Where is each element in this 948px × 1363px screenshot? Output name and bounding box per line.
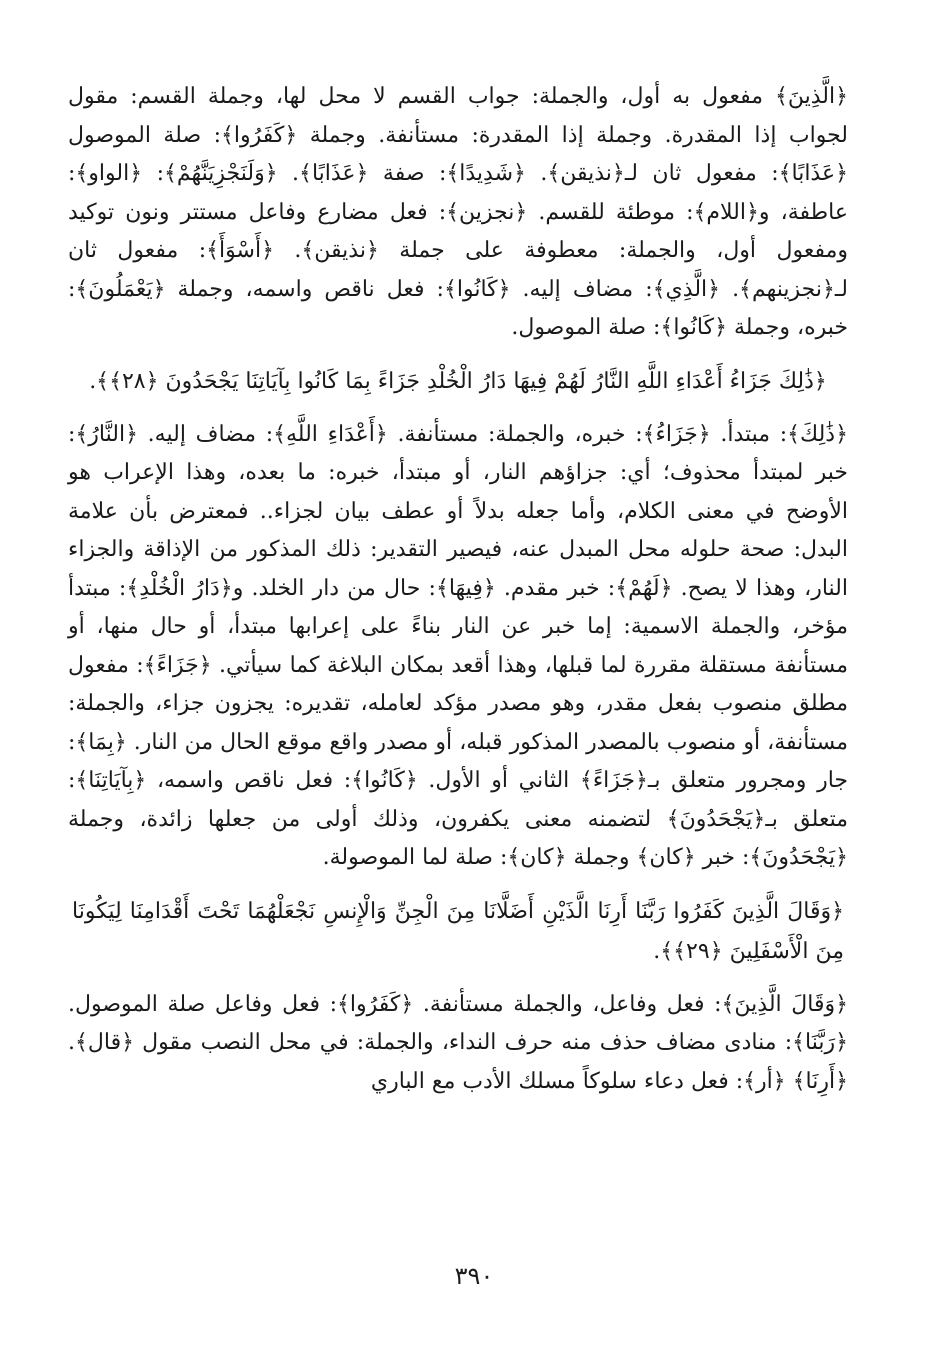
paragraph-1: ﴿الَّذِينَ﴾ مفعول به أول، والجملة: جواب القسم لا محل لها، وجملة القسم: مقول لجواب إذا المقدرة. وجملة إذا المقدرة: مستأنفة. وجملة ﴿كَفَرُوا﴾: صلة الموصول ﴿عَذَابًا﴾: مفعول ثان لـ﴿نذيقن﴾. ﴿شَدِيدًا﴾: صفة ﴿عَذَابًا﴾. ﴿وَلَنَجْزِيَنَّهُمْ﴾: ﴿الواو﴾: عاطفة، و﴿اللام﴾: موطئة للقسم. ﴿نجزين﴾: فعل مضارع وفاعل مستتر ونون توكيد ومفعول أول، والجملة: معطوفة على جملة ﴿نذيقن﴾. ﴿أَسْوَأَ﴾: مفعول ثان لـ﴿نجزينهم﴾. ﴿الَّذِي﴾: مضاف إليه. ﴿كَانُوا﴾: فعل ناقص واسمه، وجملة ﴿يَعْمَلُونَ﴾: خبره، وجملة ﴿كَانُوا﴾: صلة الموصول. [68, 84, 848, 340]
verse-29: ﴿وَقَالَ الَّذِينَ كَفَرُوا رَبَّنَا أَرِنَا الَّذَيْنِ أَضَلَّانَا مِنَ الْجِنِّ وَالْإِنسِ نَجْعَلْهُمَا تَحْتَ أَقْدَامِنَا لِيَكُونَا مِنَ الْأَسْفَلِينَ ﴿٢٩﴾﴾. [72, 898, 844, 964]
page-body [68, 78, 848, 1101]
verse-28: ﴿ذَٰلِكَ جَزَاءُ أَعْدَاءِ اللَّهِ النَّارُ لَهُمْ فِيهَا دَارُ الْخُلْدِ جَزَاءً بِمَا كَانُوا بِآيَاتِنَا يَجْحَدُونَ ﴿٢٨﴾﴾. [89, 368, 827, 394]
paragraph-3: ﴿وَقَالَ الَّذِينَ﴾: فعل وفاعل، والجملة مستأنفة. ﴿كَفَرُوا﴾: فعل وفاعل صلة الموصول. ﴿رَبَّنَا﴾: منادى مضاف حذف منه حرف النداء، والجملة: في محل النصب مقول ﴿قال﴾. ﴿أَرِنَا﴾ ﴿أر﴾: فعل دعاء سلوكاً مسلك الأدب مع الباري [68, 991, 848, 1094]
page-number: ٣٩٠ [454, 1262, 494, 1290]
paragraph-2: ﴿ذَٰلِكَ﴾: مبتدأ. ﴿جَزَاءُ﴾: خبره، والجملة: مستأنفة. ﴿أَعْدَاءِ اللَّهِ﴾: مضاف إليه. ﴿النَّارُ﴾: خبر لمبتدأ محذوف؛ أي: جزاؤهم النار، أو مبتدأ، خبره: ما بعده، وهذا الإعراب هو الأوضح في معنى الكلام، وأما جعله بدلاً أو عطف بيان لجزاء.. فمعترض بأن علامة البدل: صحة حلوله محل المبدل عنه، فيصير التقدير: ذلك المذكور من الإذاقة والجزاء النار، وهذا لا يصح. ﴿لَهُمْ﴾: خبر مقدم. ﴿فِيهَا﴾: حال من دار الخلد. و﴿دَارُ الْخُلْدِ﴾: مبتدأ مؤخر، والجملة الاسمية: إما خبر عن النار بناءً على إعرابها مبتدأ، أو حال منها، أو مستأنفة مستقلة مقررة لما قبلها، وهذا أقعد بمكان البلاغة كما سيأتي. ﴿جَزَاءً﴾: مفعول مطلق منصوب بفعل مقدر، وهو مصدر مؤكد لعامله، تقديره: يجزون جزاء، والجملة: مستأنفة، أو منصوب بالمصدر المذكور قبله، أو مصدر واقع موقع الحال من النار. ﴿بِمَا﴾: جار ومجرور متعلق بـ﴿جَزَاءً﴾ الثاني أو الأول. ﴿كَانُوا﴾: فعل ناقص واسمه، ﴿بِآيَاتِنَا﴾: متعلق بـ﴿يَجْحَدُونَ﴾ لتضمنه معنى يكفرون، وذلك أولى من جعلها زائدة، وجملة ﴿يَجْحَدُونَ﴾: خبر ﴿كان﴾ وجملة ﴿كان﴾: صلة لما الموصولة. [68, 421, 848, 870]
